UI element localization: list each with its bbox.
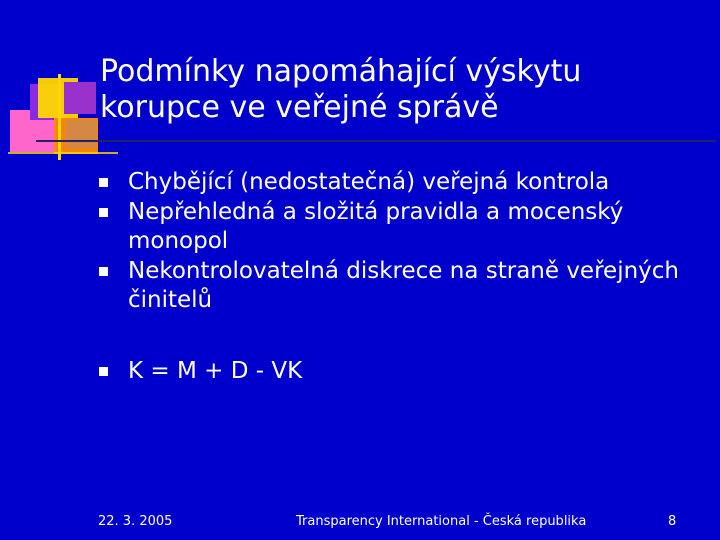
footer-organization: Transparency International - Česká republika [296, 514, 587, 529]
decorative-horizontal-line [8, 152, 118, 154]
bullet-list [98, 168, 698, 386]
square-bullet-icon [99, 208, 108, 217]
title-divider-line [36, 140, 716, 142]
slide-title: Podmínky napomáhající výskytu korupce ve veřejné správě [100, 54, 582, 125]
bullet-item [98, 357, 698, 386]
footer-date: 22. 3. 2005 [98, 514, 173, 529]
decorative-vertical-line [58, 74, 61, 160]
decorative-tan-square [66, 120, 96, 148]
square-bullet-icon [99, 267, 108, 276]
footer-page-number: 8 [668, 514, 677, 529]
square-bullet-icon [99, 178, 108, 187]
formula-text: K = M + D - VK [128, 358, 303, 384]
square-bullet-icon [99, 367, 108, 376]
bullet-text: Chybějící (nedostatečná) veřejná kontrola [128, 169, 610, 195]
decorative-violet-square [64, 82, 96, 114]
bullet-text: Nepřehledná a složitá pravidla a mocenský monopol [128, 199, 624, 254]
bullet-item [98, 168, 698, 197]
bullet-text: Nekontrolovatelná diskrece na straně veřejných činitelů [128, 258, 679, 313]
bullet-item [98, 198, 698, 256]
bullet-item [98, 257, 698, 315]
